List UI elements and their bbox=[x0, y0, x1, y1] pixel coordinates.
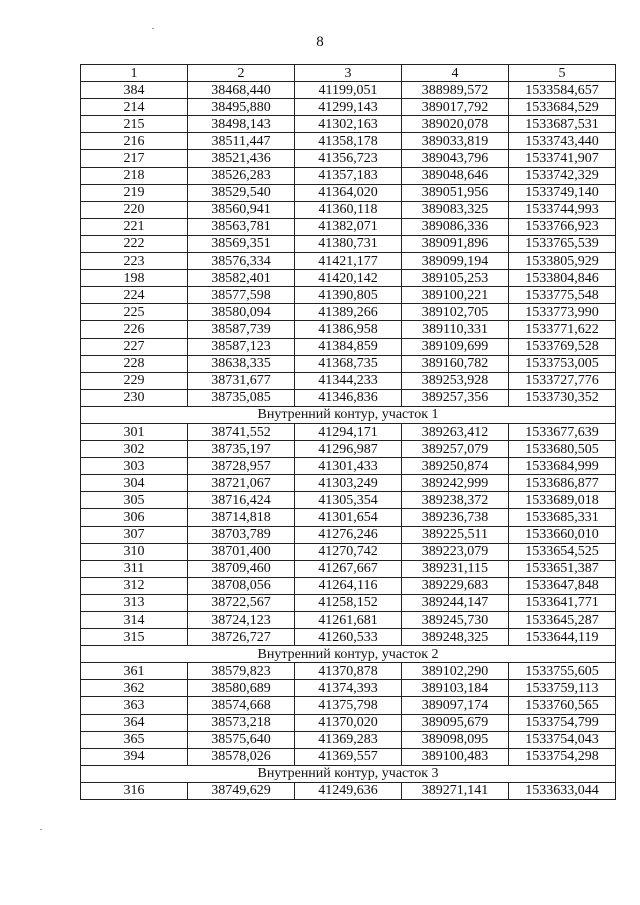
coordinate-cell: 41261,681 bbox=[295, 612, 402, 629]
coordinate-cell: 41369,283 bbox=[295, 731, 402, 748]
table-row bbox=[81, 133, 616, 150]
coordinate-cell: 389110,331 bbox=[402, 321, 509, 338]
coordinate-cell: 1533651,387 bbox=[509, 560, 616, 577]
coordinate-cell: 1533742,329 bbox=[509, 167, 616, 184]
coordinate-cell: 1533685,331 bbox=[509, 509, 616, 526]
coordinate-cell: 389223,079 bbox=[402, 543, 509, 560]
coordinate-cell: 389257,356 bbox=[402, 389, 509, 406]
coordinate-cell: 38576,334 bbox=[188, 253, 295, 270]
point-number-cell: 225 bbox=[81, 304, 188, 321]
coordinate-cell: 41390,805 bbox=[295, 287, 402, 304]
coordinate-cell: 1533730,352 bbox=[509, 389, 616, 406]
coordinate-cell: 1533684,999 bbox=[509, 458, 616, 475]
coordinate-cell: 389020,078 bbox=[402, 116, 509, 133]
coordinate-cell: 38726,727 bbox=[188, 629, 295, 646]
table-row bbox=[81, 99, 616, 116]
table-row bbox=[81, 389, 616, 406]
coordinate-cell: 38569,351 bbox=[188, 235, 295, 252]
point-number-cell: 365 bbox=[81, 731, 188, 748]
coordinate-cell: 389043,796 bbox=[402, 150, 509, 167]
coordinate-cell: 389248,325 bbox=[402, 629, 509, 646]
point-number-cell: 303 bbox=[81, 458, 188, 475]
coordinate-cell: 1533680,505 bbox=[509, 441, 616, 458]
coordinate-cell: 41368,735 bbox=[295, 355, 402, 372]
point-number-cell: 229 bbox=[81, 372, 188, 389]
coordinate-cell: 389083,325 bbox=[402, 201, 509, 218]
coordinate-cell: 41374,393 bbox=[295, 680, 402, 697]
coordinate-cell: 1533771,622 bbox=[509, 321, 616, 338]
coordinate-cell: 41302,163 bbox=[295, 116, 402, 133]
coordinate-cell: 41301,433 bbox=[295, 458, 402, 475]
coordinate-cell: 41356,723 bbox=[295, 150, 402, 167]
coordinate-cell: 41270,742 bbox=[295, 543, 402, 560]
table-row bbox=[81, 372, 616, 389]
coordinate-cell: 1533759,113 bbox=[509, 680, 616, 697]
coordinate-cell: 41360,118 bbox=[295, 201, 402, 218]
coordinate-cell: 389051,956 bbox=[402, 184, 509, 201]
section-title: Внутренний контур, участок 2 bbox=[81, 646, 616, 663]
header-row bbox=[81, 65, 616, 82]
table-row bbox=[81, 612, 616, 629]
coordinate-cell: 389102,290 bbox=[402, 663, 509, 680]
coordinate-cell: 1533754,799 bbox=[509, 714, 616, 731]
point-number-cell: 224 bbox=[81, 287, 188, 304]
point-number-cell: 361 bbox=[81, 663, 188, 680]
coordinate-cell: 389098,095 bbox=[402, 731, 509, 748]
coordinate-cell: 389231,115 bbox=[402, 560, 509, 577]
coordinate-cell: 38511,447 bbox=[188, 133, 295, 150]
coordinate-cell: 389048,646 bbox=[402, 167, 509, 184]
point-number-cell: 217 bbox=[81, 150, 188, 167]
point-number-cell: 394 bbox=[81, 748, 188, 765]
coordinate-cell: 41299,143 bbox=[295, 99, 402, 116]
coordinate-cell: 38577,598 bbox=[188, 287, 295, 304]
coordinate-cell: 38580,094 bbox=[188, 304, 295, 321]
point-number-cell: 198 bbox=[81, 270, 188, 287]
point-number-cell: 219 bbox=[81, 184, 188, 201]
coordinate-cell: 38716,424 bbox=[188, 492, 295, 509]
table-row bbox=[81, 458, 616, 475]
coordinate-cell: 41382,071 bbox=[295, 218, 402, 235]
coordinate-cell: 1533677,639 bbox=[509, 423, 616, 440]
coordinate-cell: 389100,221 bbox=[402, 287, 509, 304]
coordinate-cell: 389263,412 bbox=[402, 423, 509, 440]
table-row bbox=[81, 253, 616, 270]
point-number-cell: 221 bbox=[81, 218, 188, 235]
coordinate-cell: 389097,174 bbox=[402, 697, 509, 714]
coordinate-cell: 389099,194 bbox=[402, 253, 509, 270]
coordinate-cell: 38498,143 bbox=[188, 116, 295, 133]
point-number-cell: 222 bbox=[81, 235, 188, 252]
table-row bbox=[81, 82, 616, 99]
coordinate-cell: 38721,067 bbox=[188, 475, 295, 492]
point-number-cell: 216 bbox=[81, 133, 188, 150]
coordinate-cell: 41389,266 bbox=[295, 304, 402, 321]
coordinate-cell: 388989,572 bbox=[402, 82, 509, 99]
table-row bbox=[81, 270, 616, 287]
coordinate-cell: 38495,880 bbox=[188, 99, 295, 116]
coordinate-cell: 38741,552 bbox=[188, 423, 295, 440]
coordinate-cell: 38731,677 bbox=[188, 372, 295, 389]
coordinate-cell: 1533633,044 bbox=[509, 782, 616, 799]
coordinates-table bbox=[80, 64, 616, 800]
coordinate-cell: 38638,335 bbox=[188, 355, 295, 372]
point-number-cell: 227 bbox=[81, 338, 188, 355]
page-number: 8 bbox=[316, 34, 324, 50]
point-number-cell: 312 bbox=[81, 577, 188, 594]
coordinate-cell: 41369,557 bbox=[295, 748, 402, 765]
section-title-row bbox=[81, 646, 616, 663]
coordinate-cell: 1533773,990 bbox=[509, 304, 616, 321]
table-row bbox=[81, 714, 616, 731]
point-number-cell: 218 bbox=[81, 167, 188, 184]
coordinate-cell: 1533741,907 bbox=[509, 150, 616, 167]
coordinate-cell: 1533766,923 bbox=[509, 218, 616, 235]
coordinate-cell: 38578,026 bbox=[188, 748, 295, 765]
coordinate-cell: 41344,233 bbox=[295, 372, 402, 389]
header-cell-2: 2 bbox=[188, 65, 295, 82]
coordinate-cell: 38560,941 bbox=[188, 201, 295, 218]
coordinate-cell: 38728,957 bbox=[188, 458, 295, 475]
point-number-cell: 220 bbox=[81, 201, 188, 218]
coordinate-cell: 41375,798 bbox=[295, 697, 402, 714]
coordinate-cell: 1533727,776 bbox=[509, 372, 616, 389]
point-number-cell: 301 bbox=[81, 423, 188, 440]
coordinate-cell: 1533660,010 bbox=[509, 526, 616, 543]
coordinate-cell: 1533775,548 bbox=[509, 287, 616, 304]
point-number-cell: 305 bbox=[81, 492, 188, 509]
coordinate-cell: 389102,705 bbox=[402, 304, 509, 321]
table-row bbox=[81, 560, 616, 577]
table-row bbox=[81, 509, 616, 526]
coordinate-cell: 1533743,440 bbox=[509, 133, 616, 150]
coordinate-cell: 1533769,528 bbox=[509, 338, 616, 355]
coordinate-cell: 38582,401 bbox=[188, 270, 295, 287]
table-row bbox=[81, 492, 616, 509]
coordinate-cell: 38703,789 bbox=[188, 526, 295, 543]
coordinate-cell: 38575,640 bbox=[188, 731, 295, 748]
table-row bbox=[81, 543, 616, 560]
coordinate-cell: 1533760,565 bbox=[509, 697, 616, 714]
coordinate-cell: 389105,253 bbox=[402, 270, 509, 287]
coordinate-cell: 41260,533 bbox=[295, 629, 402, 646]
coordinate-cell: 389160,782 bbox=[402, 355, 509, 372]
coordinate-cell: 38587,739 bbox=[188, 321, 295, 338]
coordinate-cell: 41199,051 bbox=[295, 82, 402, 99]
coordinate-cell: 389244,147 bbox=[402, 594, 509, 611]
coordinate-cell: 1533754,298 bbox=[509, 748, 616, 765]
coordinate-cell: 41305,354 bbox=[295, 492, 402, 509]
coordinate-cell: 389033,819 bbox=[402, 133, 509, 150]
scan-speck bbox=[40, 829, 42, 830]
table-row bbox=[81, 116, 616, 133]
table-row bbox=[81, 304, 616, 321]
header-cell-1: 1 bbox=[81, 65, 188, 82]
point-number-cell: 362 bbox=[81, 680, 188, 697]
coordinate-cell: 41303,249 bbox=[295, 475, 402, 492]
point-number-cell: 223 bbox=[81, 253, 188, 270]
coordinate-cell: 389100,483 bbox=[402, 748, 509, 765]
coordinate-cell: 38701,400 bbox=[188, 543, 295, 560]
coordinate-cell: 389245,730 bbox=[402, 612, 509, 629]
table-row bbox=[81, 629, 616, 646]
section-title: Внутренний контур, участок 1 bbox=[81, 406, 616, 423]
coordinate-cell: 41364,020 bbox=[295, 184, 402, 201]
coordinate-cell: 38580,689 bbox=[188, 680, 295, 697]
coordinate-cell: 1533805,929 bbox=[509, 253, 616, 270]
table-row bbox=[81, 167, 616, 184]
coordinates-table-body bbox=[81, 65, 616, 800]
table-row bbox=[81, 287, 616, 304]
point-number-cell: 314 bbox=[81, 612, 188, 629]
table-row bbox=[81, 235, 616, 252]
point-number-cell: 226 bbox=[81, 321, 188, 338]
coordinate-cell: 41370,020 bbox=[295, 714, 402, 731]
section-title-row bbox=[81, 406, 616, 423]
coordinate-cell: 41357,183 bbox=[295, 167, 402, 184]
coordinate-cell: 41267,667 bbox=[295, 560, 402, 577]
coordinate-cell: 389103,184 bbox=[402, 680, 509, 697]
coordinate-cell: 38722,567 bbox=[188, 594, 295, 611]
coordinate-cell: 1533749,140 bbox=[509, 184, 616, 201]
table-row bbox=[81, 150, 616, 167]
table-row bbox=[81, 577, 616, 594]
coordinate-cell: 41296,987 bbox=[295, 441, 402, 458]
table-row bbox=[81, 731, 616, 748]
point-number-cell: 315 bbox=[81, 629, 188, 646]
coordinate-cell: 1533686,877 bbox=[509, 475, 616, 492]
coordinate-cell: 38735,085 bbox=[188, 389, 295, 406]
table-row bbox=[81, 218, 616, 235]
coordinate-cell: 1533744,993 bbox=[509, 201, 616, 218]
coordinate-cell: 38563,781 bbox=[188, 218, 295, 235]
point-number-cell: 307 bbox=[81, 526, 188, 543]
coordinate-cell: 1533755,605 bbox=[509, 663, 616, 680]
header-cell-3: 3 bbox=[295, 65, 402, 82]
coordinate-cell: 1533765,539 bbox=[509, 235, 616, 252]
coordinate-cell: 1533753,005 bbox=[509, 355, 616, 372]
coordinate-cell: 41249,636 bbox=[295, 782, 402, 799]
table-row bbox=[81, 355, 616, 372]
coordinate-cell: 38573,218 bbox=[188, 714, 295, 731]
table-row bbox=[81, 338, 616, 355]
coordinate-cell: 1533645,287 bbox=[509, 612, 616, 629]
section-title: Внутренний контур, участок 3 bbox=[81, 765, 616, 782]
point-number-cell: 214 bbox=[81, 99, 188, 116]
coordinate-cell: 38714,818 bbox=[188, 509, 295, 526]
point-number-cell: 310 bbox=[81, 543, 188, 560]
point-number-cell: 215 bbox=[81, 116, 188, 133]
point-number-cell: 316 bbox=[81, 782, 188, 799]
coordinate-cell: 38724,123 bbox=[188, 612, 295, 629]
coordinate-cell: 389095,679 bbox=[402, 714, 509, 731]
header-cell-5: 5 bbox=[509, 65, 616, 82]
coordinate-cell: 1533641,771 bbox=[509, 594, 616, 611]
point-number-cell: 364 bbox=[81, 714, 188, 731]
section-title-row bbox=[81, 765, 616, 782]
coordinate-cell: 41258,152 bbox=[295, 594, 402, 611]
coordinate-cell: 41421,177 bbox=[295, 253, 402, 270]
coordinate-cell: 41370,878 bbox=[295, 663, 402, 680]
coordinate-cell: 38521,436 bbox=[188, 150, 295, 167]
table-row bbox=[81, 475, 616, 492]
coordinate-cell: 389229,683 bbox=[402, 577, 509, 594]
coordinate-cell: 1533654,525 bbox=[509, 543, 616, 560]
coordinate-cell: 1533754,043 bbox=[509, 731, 616, 748]
point-number-cell: 302 bbox=[81, 441, 188, 458]
coordinate-cell: 41346,836 bbox=[295, 389, 402, 406]
table-row bbox=[81, 441, 616, 458]
header-cell-4: 4 bbox=[402, 65, 509, 82]
point-number-cell: 311 bbox=[81, 560, 188, 577]
table-row bbox=[81, 184, 616, 201]
coordinate-cell: 389253,928 bbox=[402, 372, 509, 389]
coordinate-cell: 38708,056 bbox=[188, 577, 295, 594]
coordinate-cell: 1533644,119 bbox=[509, 629, 616, 646]
coordinate-cell: 389225,511 bbox=[402, 526, 509, 543]
coordinate-cell: 38526,283 bbox=[188, 167, 295, 184]
table-row bbox=[81, 526, 616, 543]
point-number-cell: 230 bbox=[81, 389, 188, 406]
coordinate-cell: 1533804,846 bbox=[509, 270, 616, 287]
coordinate-cell: 389238,372 bbox=[402, 492, 509, 509]
coordinate-cell: 1533647,848 bbox=[509, 577, 616, 594]
coordinate-cell: 38579,823 bbox=[188, 663, 295, 680]
table-row bbox=[81, 697, 616, 714]
coordinate-cell: 41384,859 bbox=[295, 338, 402, 355]
coordinate-cell: 41386,958 bbox=[295, 321, 402, 338]
coordinate-cell: 38749,629 bbox=[188, 782, 295, 799]
table-row bbox=[81, 201, 616, 218]
point-number-cell: 363 bbox=[81, 697, 188, 714]
coordinate-cell: 389236,738 bbox=[402, 509, 509, 526]
coordinate-cell: 389250,874 bbox=[402, 458, 509, 475]
table-row bbox=[81, 782, 616, 799]
coordinate-cell: 38468,440 bbox=[188, 82, 295, 99]
coordinate-cell: 41380,731 bbox=[295, 235, 402, 252]
coordinate-cell: 38529,540 bbox=[188, 184, 295, 201]
point-number-cell: 313 bbox=[81, 594, 188, 611]
table-row bbox=[81, 748, 616, 765]
coordinate-cell: 389091,896 bbox=[402, 235, 509, 252]
table-row bbox=[81, 663, 616, 680]
coordinate-cell: 1533584,657 bbox=[509, 82, 616, 99]
coordinate-cell: 1533689,018 bbox=[509, 492, 616, 509]
coordinate-cell: 389109,699 bbox=[402, 338, 509, 355]
coordinate-cell: 41264,116 bbox=[295, 577, 402, 594]
coordinate-cell: 389271,141 bbox=[402, 782, 509, 799]
coordinate-cell: 38574,668 bbox=[188, 697, 295, 714]
coordinate-cell: 41276,246 bbox=[295, 526, 402, 543]
point-number-cell: 306 bbox=[81, 509, 188, 526]
point-number-cell: 304 bbox=[81, 475, 188, 492]
coordinate-cell: 41301,654 bbox=[295, 509, 402, 526]
coordinate-cell: 389242,999 bbox=[402, 475, 509, 492]
coordinate-cell: 1533687,531 bbox=[509, 116, 616, 133]
coordinate-cell: 38587,123 bbox=[188, 338, 295, 355]
table-row bbox=[81, 321, 616, 338]
table-row bbox=[81, 423, 616, 440]
coordinate-cell: 41294,171 bbox=[295, 423, 402, 440]
coordinate-cell: 41358,178 bbox=[295, 133, 402, 150]
scan-speck bbox=[152, 28, 154, 29]
coordinate-cell: 389257,079 bbox=[402, 441, 509, 458]
point-number-cell: 228 bbox=[81, 355, 188, 372]
table-row bbox=[81, 594, 616, 611]
point-number-cell: 384 bbox=[81, 82, 188, 99]
coordinate-cell: 41420,142 bbox=[295, 270, 402, 287]
coordinate-cell: 389017,792 bbox=[402, 99, 509, 116]
coordinate-cell: 1533684,529 bbox=[509, 99, 616, 116]
coordinate-cell: 389086,336 bbox=[402, 218, 509, 235]
table-row bbox=[81, 680, 616, 697]
coordinate-cell: 38709,460 bbox=[188, 560, 295, 577]
coordinate-cell: 38735,197 bbox=[188, 441, 295, 458]
